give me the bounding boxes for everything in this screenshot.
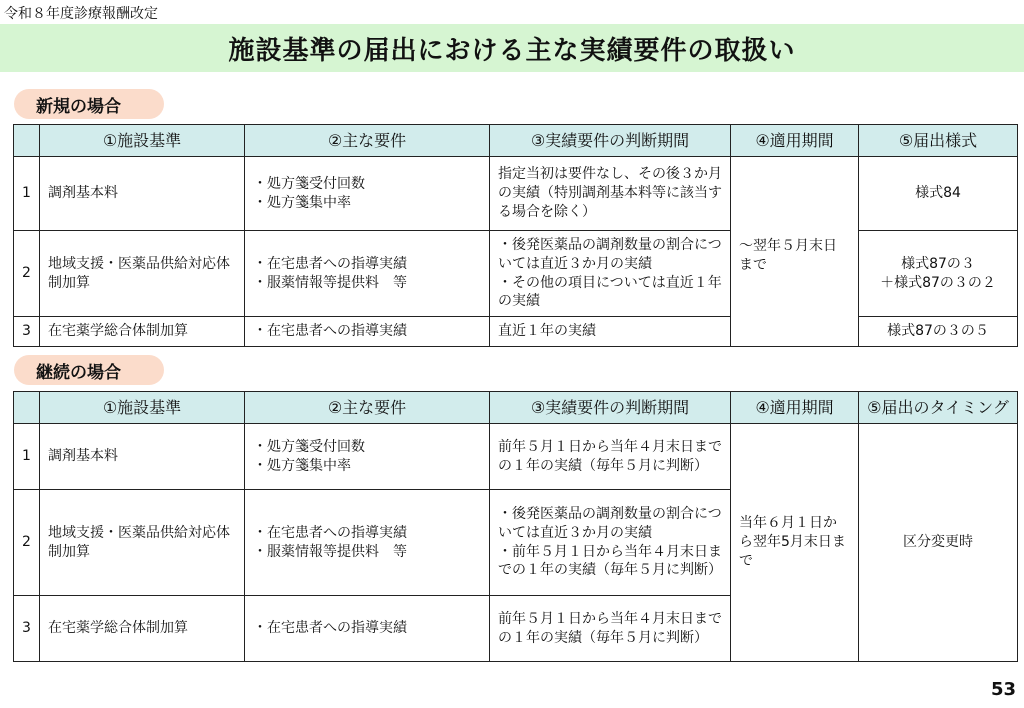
new-case-table <box>13 124 1018 347</box>
standard-cell: 在宅薬学総合体制加算 <box>40 596 245 662</box>
table-row <box>14 157 1018 231</box>
revision-note: 令和８年度診療報酬改定 <box>4 6 158 22</box>
standard-cell: 調剤基本料 <box>40 157 245 231</box>
table-header-row <box>14 125 1018 157</box>
row-number: 3 <box>14 596 40 662</box>
section-label-new: 新規の場合 <box>14 89 164 119</box>
form-cell: 様式87の３の５ <box>859 317 1018 347</box>
header-cell: ①施設基準 <box>40 125 245 157</box>
table-header-row <box>14 392 1018 424</box>
row-number: 3 <box>14 317 40 347</box>
requirements-cell: ・処方箋受付回数 ・処方箋集中率 <box>245 157 490 231</box>
requirements-cell: ・在宅患者への指導実績 <box>245 596 490 662</box>
header-cell: ①施設基準 <box>40 392 245 424</box>
period-cell: 前年５月１日から当年４月末日までの１年の実績（毎年５月に判断） <box>490 596 731 662</box>
header-cell: ②主な要件 <box>245 125 490 157</box>
period-cell: ・後発医薬品の調剤数量の割合については直近３か月の実績 ・前年５月１日から当年４月末日までの１年の実績（毎年５月に判断） <box>490 490 731 596</box>
applicable-period-cell: ～翌年５月末日まで <box>731 157 859 347</box>
header-cell <box>14 125 40 157</box>
row-number: 1 <box>14 157 40 231</box>
period-cell: 前年５月１日から当年４月末日までの１年の実績（毎年５月に判断） <box>490 424 731 490</box>
standard-cell: 調剤基本料 <box>40 424 245 490</box>
requirements-cell: ・在宅患者への指導実績 ・服薬情報等提供料 等 <box>245 490 490 596</box>
table-row <box>14 231 1018 317</box>
applicable-period-cell: 当年６月１日から翌年5月末日まで <box>731 424 859 662</box>
form-cell: 様式87の３ ＋様式87の３の２ <box>859 231 1018 317</box>
standard-cell: 地域支援・医薬品供給対応体制加算 <box>40 231 245 317</box>
header-cell <box>14 392 40 424</box>
header-cell: ②主な要件 <box>245 392 490 424</box>
header-cell: ④適用期間 <box>731 125 859 157</box>
header-cell: ④適用期間 <box>731 392 859 424</box>
requirements-cell: ・在宅患者への指導実績 <box>245 317 490 347</box>
row-number: 2 <box>14 490 40 596</box>
form-cell: 様式84 <box>859 157 1018 231</box>
row-number: 1 <box>14 424 40 490</box>
period-cell: 指定当初は要件なし、その後３か月の実績（特別調剤基本料等に該当する場合を除く） <box>490 157 731 231</box>
requirements-cell: ・処方箋受付回数 ・処方箋集中率 <box>245 424 490 490</box>
period-cell: ・後発医薬品の調剤数量の割合については直近３か月の実績 ・その他の項目については直近１年の実績 <box>490 231 731 317</box>
period-cell: 直近１年の実績 <box>490 317 731 347</box>
continuing-case-table <box>13 391 1018 662</box>
standard-cell: 地域支援・医薬品供給対応体制加算 <box>40 490 245 596</box>
page-title: 施設基準の届出における主な実績要件の取扱い <box>228 35 796 66</box>
row-number: 2 <box>14 231 40 317</box>
header-cell: ③実績要件の判断期間 <box>490 392 731 424</box>
title-bar <box>0 24 1024 72</box>
header-cell: ⑤届出のタイミング <box>859 392 1018 424</box>
header-cell: ③実績要件の判断期間 <box>490 125 731 157</box>
page-number: 53 <box>990 679 1016 700</box>
standard-cell: 在宅薬学総合体制加算 <box>40 317 245 347</box>
table-row <box>14 317 1018 347</box>
header-cell: ⑤届出様式 <box>859 125 1018 157</box>
section-label-continuing: 継続の場合 <box>14 355 164 385</box>
requirements-cell: ・在宅患者への指導実績 ・服薬情報等提供料 等 <box>245 231 490 317</box>
table-row <box>14 424 1018 490</box>
timing-cell: 区分変更時 <box>859 424 1018 662</box>
